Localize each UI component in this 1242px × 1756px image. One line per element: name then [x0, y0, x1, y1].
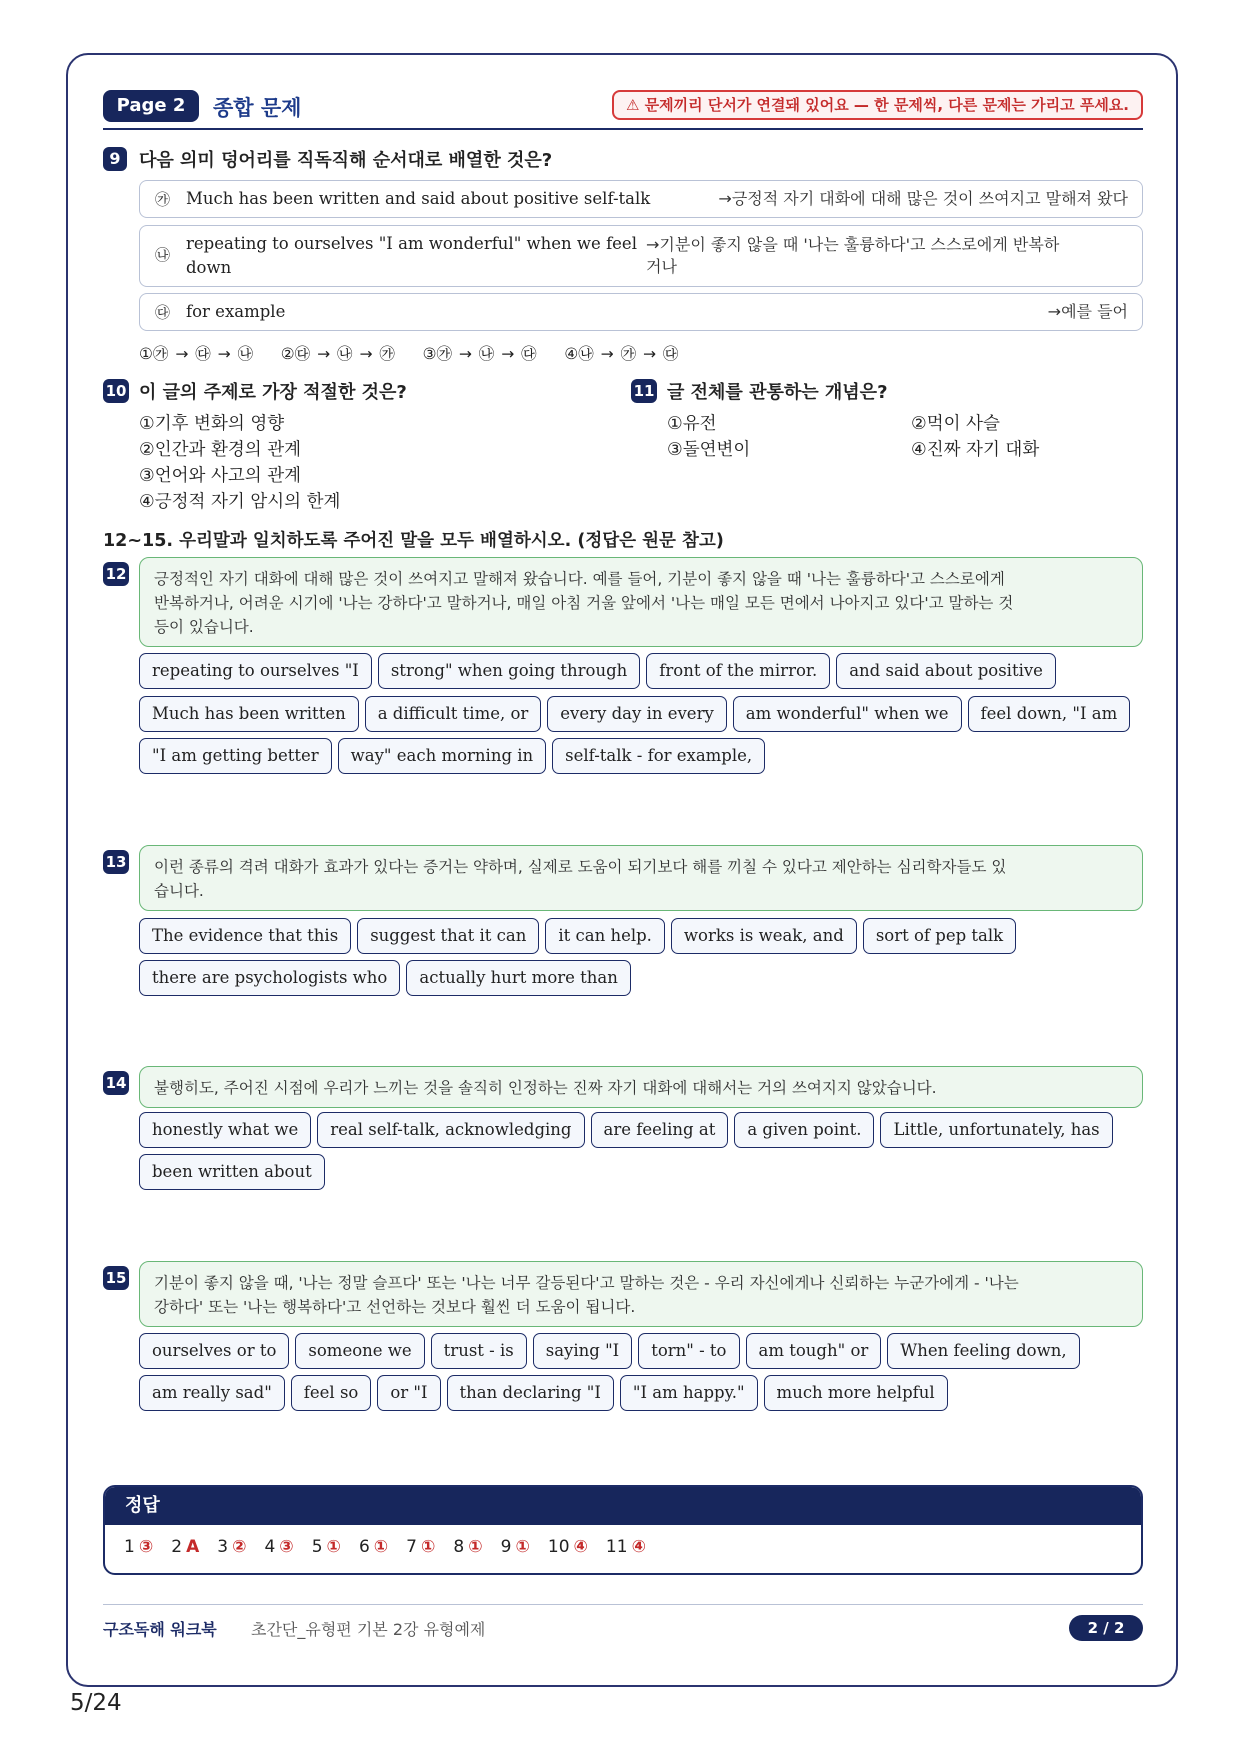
- q12-chip-row-2: [139, 696, 1130, 732]
- answer-value: A: [186, 1537, 200, 1557]
- word-chip[interactable]: real self-talk, acknowledging: [317, 1112, 584, 1148]
- q15-chip-row-2: [139, 1375, 948, 1411]
- q12-ko-line1: 긍정적인 자기 대화에 대해 많은 것이 쓰여지고 말해져 왔습니다. 예를 들어, 기분이 좋지 않을 때 '나는 훌륭하다'고 스스로에게: [154, 570, 1005, 588]
- question-10-text: 이 글의 주제로 가장 적절한 것은?: [139, 382, 407, 403]
- answer-number: 8: [453, 1537, 465, 1557]
- question-number-12: 12: [103, 562, 129, 586]
- q15-ko-line2: 강하다' 또는 '나는 행복하다'고 선언하는 것보다 훨씬 더 도움이 됩니다.: [154, 1298, 636, 1316]
- answer-number: 2: [171, 1537, 183, 1557]
- footer-page-badge: 2 / 2: [1069, 1615, 1143, 1641]
- answer-number: 9: [500, 1537, 512, 1557]
- word-chip[interactable]: feel down, "I am: [968, 696, 1131, 732]
- answer-item: [501, 1537, 530, 1557]
- footer-subtitle: 초간단_유형편 기본 2강 유형예제: [251, 1620, 486, 1639]
- word-chip[interactable]: The evidence that this: [139, 918, 351, 954]
- question-number-11: 11: [631, 379, 657, 403]
- question-11-text: 글 전체를 관통하는 개념은?: [667, 382, 888, 403]
- q12-chip-row-1: [139, 653, 1056, 689]
- q12-chip-row-3: [139, 738, 765, 774]
- q10-choice-3: ③언어와 사고의 관계: [139, 466, 302, 486]
- word-chip[interactable]: someone we: [295, 1333, 424, 1369]
- order-ko-ga: →긍정적 자기 대화에 대해 많은 것이 쓰여지고 말해져 왔다: [718, 189, 1128, 208]
- order-row-da: [139, 293, 1143, 331]
- page-counter: 5/24: [70, 1690, 122, 1716]
- word-chip[interactable]: and said about positive: [836, 653, 1056, 689]
- answer-value: ②: [232, 1537, 247, 1557]
- order-en-da: for example: [186, 302, 286, 321]
- word-chip[interactable]: saying "I: [533, 1333, 632, 1369]
- word-chip[interactable]: "I am happy.": [620, 1375, 758, 1411]
- word-chip[interactable]: front of the mirror.: [646, 653, 830, 689]
- answer-item: [453, 1537, 482, 1557]
- word-chip[interactable]: am wonderful" when we: [733, 696, 962, 732]
- order-en-na: [186, 232, 637, 280]
- answer-number: 7: [406, 1537, 417, 1557]
- q12-ko-line3: 등이 있습니다.: [154, 618, 254, 636]
- mark-da: ㉰: [155, 303, 171, 322]
- answer-number: 11: [605, 1537, 628, 1557]
- word-chip[interactable]: there are psychologists who: [139, 960, 400, 996]
- word-chip[interactable]: Much has been written: [139, 696, 359, 732]
- order-en-na-line2: down: [186, 258, 232, 277]
- q13-ko-line2: 습니다.: [154, 882, 204, 900]
- warning-banner: ⚠ 문제끼리 단서가 연결돼 있어요 — 한 문제씩, 다른 문제는 가리고 푸세요.: [612, 90, 1143, 120]
- word-chip[interactable]: or "I: [377, 1375, 440, 1411]
- word-chip[interactable]: are feeling at: [591, 1112, 729, 1148]
- word-chip[interactable]: torn" - to: [638, 1333, 739, 1369]
- word-chip[interactable]: actually hurt more than: [406, 960, 631, 996]
- order-en-na-line1: repeating to ourselves "I am wonderful" when we feel: [186, 234, 637, 253]
- answer-item: [606, 1537, 646, 1557]
- word-chip[interactable]: than declaring "I: [447, 1375, 614, 1411]
- q14-chip-row-1: [139, 1112, 1113, 1148]
- answer-value: ①: [326, 1537, 341, 1557]
- word-chip[interactable]: a difficult time, or: [365, 696, 542, 732]
- word-chip[interactable]: strong" when going through: [378, 653, 640, 689]
- question-number-13: 13: [103, 850, 129, 874]
- q13-ko-line1: 이런 종류의 격려 대화가 효과가 있다는 증거는 약하며, 실제로 도움이 되기보다 해를 끼칠 수 있다고 제안하는 심리학자들도 있: [154, 858, 1007, 876]
- q14-ko-line1: 불행히도, 주어진 시점에 우리가 느끼는 것을 솔직히 인정하는 진짜 자기 대화에 대해서는 거의 쓰여지지 않았습니다.: [154, 1079, 937, 1097]
- question-number-14: 14: [103, 1071, 129, 1095]
- order-row-ga: [139, 180, 1143, 218]
- word-chip[interactable]: way" each morning in: [338, 738, 547, 774]
- q10-choice-1: ①기후 변화의 영향: [139, 414, 285, 434]
- order-en-ga: Much has been written and said about positive self-talk: [186, 189, 651, 208]
- answer-item: [406, 1537, 435, 1557]
- answer-value: ③: [138, 1537, 154, 1557]
- answer-number: 3: [217, 1537, 229, 1557]
- answer-value: ④: [631, 1537, 646, 1557]
- word-chip[interactable]: am tough" or: [746, 1333, 882, 1369]
- q15-chip-row-1: [139, 1333, 1080, 1369]
- word-chip[interactable]: Little, unfortunately, has: [880, 1112, 1112, 1148]
- q15-ko-line1: 기분이 좋지 않을 때, '나는 정말 슬프다' 또는 '나는 너무 갈등된다'고 말하는 것은 - 우리 자신에게나 신뢰하는 누군가에게 - '나는: [154, 1274, 1019, 1292]
- question-number-10: 10: [103, 379, 129, 403]
- q10-choice-4: ④긍정적 자기 암시의 한계: [139, 492, 341, 512]
- page-tag: Page 2: [103, 90, 199, 122]
- answer-item: [217, 1537, 246, 1557]
- word-chip[interactable]: repeating to ourselves "I: [139, 653, 372, 689]
- word-chip[interactable]: feel so: [291, 1375, 372, 1411]
- word-chip[interactable]: it can help.: [545, 918, 665, 954]
- q15-korean-box: [139, 1261, 1143, 1327]
- word-chip[interactable]: a given point.: [734, 1112, 874, 1148]
- word-chip[interactable]: self-talk - for example,: [552, 738, 765, 774]
- word-chip[interactable]: every day in every: [547, 696, 726, 732]
- page-footer: [103, 1604, 1143, 1644]
- word-chip[interactable]: works is weak, and: [671, 918, 857, 954]
- q13-chip-row-2: [139, 960, 631, 996]
- arrange-instruction: 12~15. 우리말과 일치하도록 주어진 말을 모두 배열하시오. (정답은 원문 참고): [103, 531, 724, 551]
- page-header: [103, 90, 1143, 130]
- q10-choice-2: ②인간과 환경의 관계: [139, 440, 302, 460]
- question-number-9: 9: [103, 147, 127, 171]
- answer-number: 1: [124, 1537, 135, 1557]
- q13-chip-row-1: [139, 918, 1016, 954]
- q14-korean-box: [139, 1066, 1143, 1108]
- word-chip[interactable]: been written about: [139, 1154, 325, 1190]
- word-chip[interactable]: much more helpful: [764, 1375, 948, 1411]
- answer-value: ①: [421, 1537, 436, 1557]
- answer-value: ①: [515, 1537, 530, 1557]
- q11-choice-2: ②먹이 사슬: [911, 414, 1000, 434]
- word-chip[interactable]: "I am getting better: [139, 738, 332, 774]
- answer-key: [103, 1485, 1143, 1575]
- answer-item: [264, 1537, 293, 1557]
- q12-korean-box: [139, 557, 1143, 647]
- word-chip[interactable]: suggest that it can: [357, 918, 539, 954]
- answer-item: [548, 1537, 588, 1557]
- answer-number: 6: [358, 1537, 370, 1557]
- answer-item: [312, 1537, 341, 1557]
- question-9-choices: ①㉮ → ㉰ → ㉯ ②㉰ → ㉯ → ㉮ ③㉮ → ㉯ → ㉰ ④㉯ → ㉮ → ㉰: [139, 345, 679, 363]
- order-ko-da: →예를 들어: [1047, 302, 1128, 321]
- word-chip[interactable]: ourselves or to: [139, 1333, 289, 1369]
- answer-value: ①: [468, 1537, 483, 1557]
- answer-number: 4: [264, 1537, 276, 1557]
- section-title: 종합 문제: [213, 96, 302, 120]
- q12-ko-line2: 반복하거나, 어려운 시기에 '나는 강하다'고 말하거나, 매일 아침 거울 앞에서 '나는 매일 모든 면에서 나아지고 있다'고 말하는 것: [154, 594, 1014, 612]
- order-ko-na-line2: 거나: [646, 257, 677, 276]
- order-ko-na: [646, 234, 1059, 278]
- word-chip[interactable]: honestly what we: [139, 1112, 311, 1148]
- answer-list: [105, 1525, 1141, 1557]
- q11-choice-3: ③돌연변이: [667, 440, 751, 460]
- mark-ga: ㉮: [155, 190, 171, 209]
- word-chip[interactable]: sort of pep talk: [863, 918, 1016, 954]
- q14-chip-row-2: [139, 1154, 325, 1190]
- word-chip[interactable]: When feeling down,: [887, 1333, 1079, 1369]
- order-ko-na-line1: →기분이 좋지 않을 때 '나는 훌륭하다'고 스스로에게 반복하: [646, 235, 1060, 254]
- answer-key-title: 정답: [105, 1487, 1141, 1525]
- answer-number: 10: [547, 1537, 570, 1557]
- question-number-15: 15: [103, 1266, 129, 1290]
- mark-na: ㉯: [155, 246, 171, 264]
- answer-value: ①: [373, 1537, 389, 1557]
- answer-value: ③: [279, 1537, 294, 1557]
- word-chip[interactable]: trust - is: [431, 1333, 527, 1369]
- question-9-text: 다음 의미 덩어리를 직독직해 순서대로 배열한 것은?: [139, 150, 553, 171]
- answer-number: 5: [311, 1537, 323, 1557]
- answer-item: [171, 1537, 199, 1557]
- word-chip[interactable]: am really sad": [139, 1375, 285, 1411]
- answer-item: [359, 1537, 388, 1557]
- q11-choice-1: ①유전: [667, 414, 717, 434]
- order-row-na: [139, 225, 1143, 287]
- footer-brand: 구조독해 워크북: [103, 1620, 217, 1639]
- answer-value: ④: [573, 1537, 588, 1557]
- q13-korean-box: [139, 845, 1143, 911]
- q11-choice-4: ④진짜 자기 대화: [911, 440, 1040, 460]
- answer-item: [124, 1537, 153, 1557]
